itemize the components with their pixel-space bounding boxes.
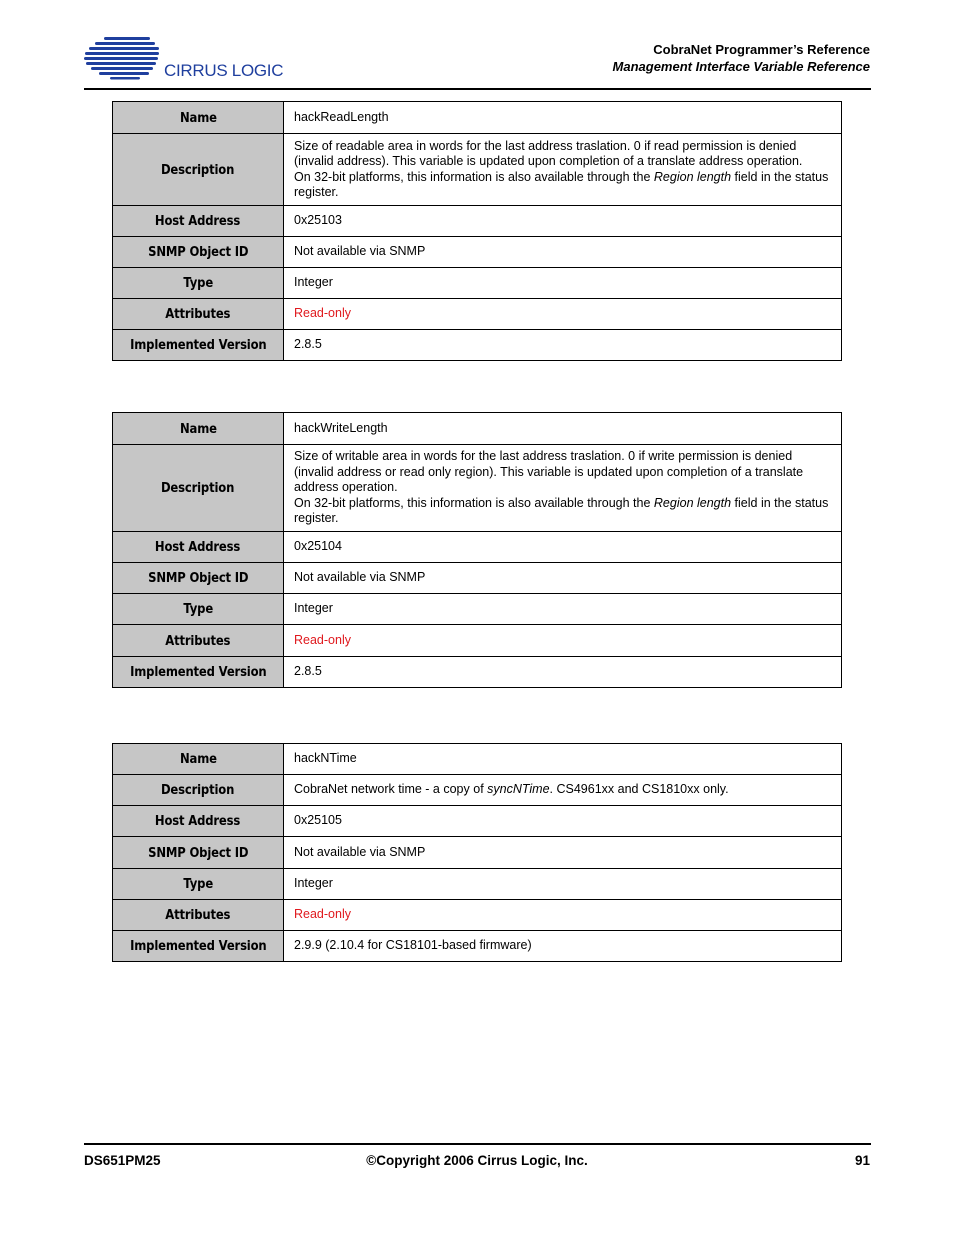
variable-table-hackNTime: [112, 743, 842, 962]
description-value: [284, 134, 842, 206]
table-row: [113, 134, 842, 206]
table-row: [113, 563, 842, 594]
name-value: hackNTime: [284, 744, 842, 775]
attributes-value: Read-only: [284, 625, 842, 657]
header-rule: [84, 88, 871, 90]
table-row: [113, 413, 842, 445]
description-value: CobraNet network time - a copy of syncNTime. CS4961xx and CS1810xx only.: [284, 775, 842, 806]
label-cell: SNMP Object ID: [113, 837, 284, 869]
cirrus-logic-logo: [84, 34, 299, 82]
description-note: On 32-bit platforms, this information is also available through the Region length field in the status register.: [294, 169, 829, 199]
attributes-value: Read-only: [284, 900, 842, 931]
label-cell: Description: [113, 134, 284, 206]
type-value: Integer: [284, 869, 842, 900]
table-row: [113, 102, 842, 134]
section-title: Management Interface Variable Reference: [612, 59, 870, 74]
snmp-value: Not available via SNMP: [284, 237, 842, 268]
copyright: ©Copyright 2006 Cirrus Logic, Inc.: [366, 1153, 588, 1168]
table-row: [113, 837, 842, 869]
table-row: [113, 268, 842, 299]
table-row: [113, 900, 842, 931]
table-row: [113, 744, 842, 775]
label-cell: SNMP Object ID: [113, 237, 284, 268]
description-text: Size of readable area in words for the last address traslation. 0 if read permission is denied (invalid address). This variable is updated upon completion of a translate address operation.: [294, 138, 803, 168]
name-value: hackReadLength: [284, 102, 842, 134]
version-value: 2.9.9 (2.10.4 for CS18101-based firmware): [284, 931, 842, 962]
table-row: [113, 594, 842, 625]
attributes-value: Read-only: [284, 299, 842, 330]
description-text: Size of writable area in words for the last address traslation. 0 if write permission is denied (invalid address or read only region). This variable is updated upon completion of a translate address operation.: [294, 449, 804, 495]
footer-rule: [84, 1143, 871, 1145]
cirrus-logo-icon: [84, 34, 299, 82]
description-value: [284, 445, 842, 532]
table-row: [113, 869, 842, 900]
label-cell: Name: [113, 744, 284, 775]
type-value: Integer: [284, 268, 842, 299]
label-cell: Attributes: [113, 625, 284, 657]
label-cell: Implemented Version: [113, 931, 284, 962]
page-header: [613, 41, 870, 75]
table-row: [113, 931, 842, 962]
document-id: DS651PM25: [84, 1153, 161, 1168]
version-value: 2.8.5: [284, 657, 842, 688]
label-cell: Type: [113, 594, 284, 625]
name-value: hackWriteLength: [284, 413, 842, 445]
table-row: [113, 775, 842, 806]
variable-table-hackWriteLength: [112, 412, 842, 688]
table-row: [113, 237, 842, 268]
table-row: [113, 532, 842, 563]
variable-table-hackReadLength: [112, 101, 842, 361]
label-cell: Host Address: [113, 806, 284, 837]
label-cell: Type: [113, 268, 284, 299]
host-address-value: 0x25104: [284, 532, 842, 563]
label-cell: Attributes: [113, 299, 284, 330]
svg-text:CIRRUS LOGIC: CIRRUS LOGIC: [164, 61, 284, 80]
document-title: CobraNet Programmer’s Reference: [653, 42, 870, 57]
label-cell: Name: [113, 102, 284, 134]
table-row: [113, 625, 842, 657]
description-note: On 32-bit platforms, this information is also available through the Region length field in the status register.: [294, 495, 829, 526]
label-cell: Host Address: [113, 206, 284, 237]
snmp-value: Not available via SNMP: [284, 563, 842, 594]
label-cell: Implemented Version: [113, 330, 284, 361]
host-address-value: 0x25103: [284, 206, 842, 237]
table-row: [113, 299, 842, 330]
table-row: [113, 330, 842, 361]
type-value: Integer: [284, 594, 842, 625]
page-number: 91: [854, 1153, 870, 1168]
label-cell: Implemented Version: [113, 657, 284, 688]
host-address-value: 0x25105: [284, 806, 842, 837]
table-row: [113, 806, 842, 837]
label-cell: Description: [113, 775, 284, 806]
label-cell: Description: [113, 445, 284, 532]
label-cell: Host Address: [113, 532, 284, 563]
table-row: [113, 445, 842, 532]
snmp-value: Not available via SNMP: [284, 837, 842, 869]
label-cell: Type: [113, 869, 284, 900]
table-row: [113, 206, 842, 237]
version-value: 2.8.5: [284, 330, 842, 361]
label-cell: Attributes: [113, 900, 284, 931]
label-cell: Name: [113, 413, 284, 445]
label-cell: SNMP Object ID: [113, 563, 284, 594]
table-row: [113, 657, 842, 688]
